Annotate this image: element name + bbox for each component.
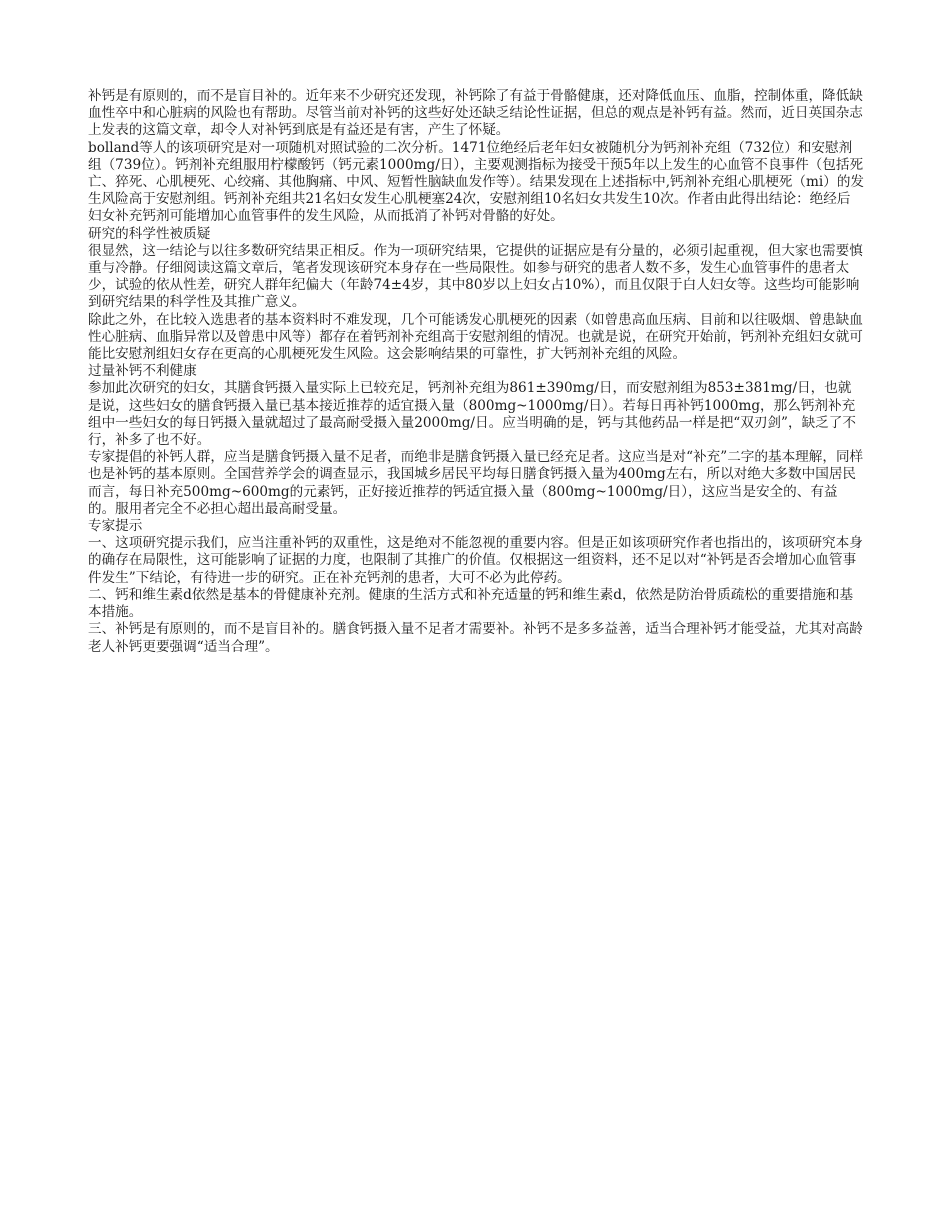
paragraph-target-population: 专家提倡的补钙人群，应当是膳食钙摄入量不足者，而绝非是膳食钙摄入量已经充足者。这应当是对“补充”二字的基本理解，同样也是补钙的基本原则。全国营养学会的调查显示，我国城乡居民平均每日膳食钙摄入量为400mg左右，所以对绝大多数中国居民而言，每日补充500mg~600mg的元素钙，正好接近推荐的钙适宜摄入量（800mg~1000mg/日），这应当是安全的、有益的。服用者完全不必担心超出最高耐受量。 xyxy=(88,449,864,517)
paragraph-study-summary: bolland等人的该项研究是对一项随机对照试验的二次分析。1471位绝经后老年妇女被随机分为钙剂补充组（732位）和安慰剂组（739位）。钙剂补充组服用柠檬酸钙（钙元素1000mg/日），主要观测指标为接受干预5年以上发生的心血管不良事件（包括死亡、猝死、心肌梗死、心绞痛、其他胸痛、中风、短暂性脑缺血发作等）。结果发现在上述指标中,钙剂补充组心肌梗死（mi）的发生风险高于安慰剂组。钙剂补充组共21名妇女发生心肌梗塞24次，安慰剂组10名妇女共发生10次。作者由此得出结论：绝经后妇女补充钙剂可能增加心血管事件的发生风险，从而抵消了补钙对骨骼的好处。 xyxy=(88,139,865,225)
paragraph-tip-three: 三、补钙是有原则的，而不是盲目补的。膳食钙摄入量不足者才需要补。补钙不是多多益善，适当合理补钙才能受益，尤其对高龄老人补钙更要强调“适当合理”。 xyxy=(88,621,863,655)
paragraph-baseline-differences: 除此之外，在比较入选患者的基本资料时不难发现，几个可能诱发心肌梗死的因素（如曾患高血压病、目前和以往吸烟、曾患缺血性心脏病、血脂异常以及曾患中风等）都存在着钙剂补充组高于安慰剂组的情况。也就是说，在研究开始前，钙剂补充组妇女就可能比安慰剂组妇女存在更高的心肌梗死发生风险。这会影响结果的可靠性，扩大钙剂补充组的风险。 xyxy=(88,311,863,363)
paragraph-intro: 补钙是有原则的，而不是盲目补的。近年来不少研究还发现，补钙除了有益于骨骼健康，还对降低血压、血脂，控制体重，降低缺血性卒中和心脏病的风险也有帮助。尽管当前对补钙的这些好处还缺乏结论性证据，但总的观点是补钙有益。然而，近日英国杂志上发表的这篇文章，却令人对补钙到底是有益还是有害，产生了怀疑。 xyxy=(88,88,863,139)
paragraph-tip-one: 一、这项研究提示我们，应当注重补钙的双重性，这是绝对不能忽视的重要内容。但是正如该项研究作者也指出的，该项研究本身的确存在局限性，这可能影响了证据的力度，也限制了其推广的价值。仅根据这一组资料，还不足以对“补钙是否会增加心血管事件发生”下结论，有待进一步的研究。正在补充钙剂的患者，大可不必为此停药。 xyxy=(88,535,863,586)
heading-science-questioned: 研究的科学性被质疑 xyxy=(88,225,211,242)
paragraph-dietary-intake: 参加此次研究的妇女，其膳食钙摄入量实际上已较充足，钙剂补充组为861±390mg/日，而安慰剂组为853±381mg/日，也就是说，这些妇女的膳食钙摄入量已基本接近推荐的适宜摄入量（800mg~1000mg/日）。若每日再补钙1000mg，那么钙剂补充组中一些妇女的每日钙摄入量就超过了最高耐受摄入量2000mg/日。应当明确的是，钙与其他药品一样是把“双刃剑”，缺乏了不行，补多了也不好。 xyxy=(88,380,856,449)
paragraph-tip-two: 二、钙和维生素d依然是基本的骨健康补充剂。健康的生活方式和补充适量的钙和维生素d，依然是防治骨质疏松的重要措施和基本措施。 xyxy=(88,586,854,621)
heading-excess-calcium: 过量补钙不利健康 xyxy=(88,363,197,380)
paragraph-limitations: 很显然，这一结论与以往多数研究结果正相反。作为一项研究结果，它提供的证据应是有分量的，必须引起重视，但大家也需要慎重与冷静。仔细阅读这篇文章后，笔者发现该研究本身存在一些局限性。如参与研究的患者人数不多，发生心血管事件的患者太少，试验的依从性差，研究人群年纪偏大（年龄74±4岁，其中80岁以上妇女占10%），而且仅限于白人妇女等。这些均可能影响到研究结果的科学性及其推广意义。 xyxy=(88,242,863,311)
heading-expert-tips: 专家提示 xyxy=(88,518,143,535)
document-body xyxy=(88,88,864,656)
